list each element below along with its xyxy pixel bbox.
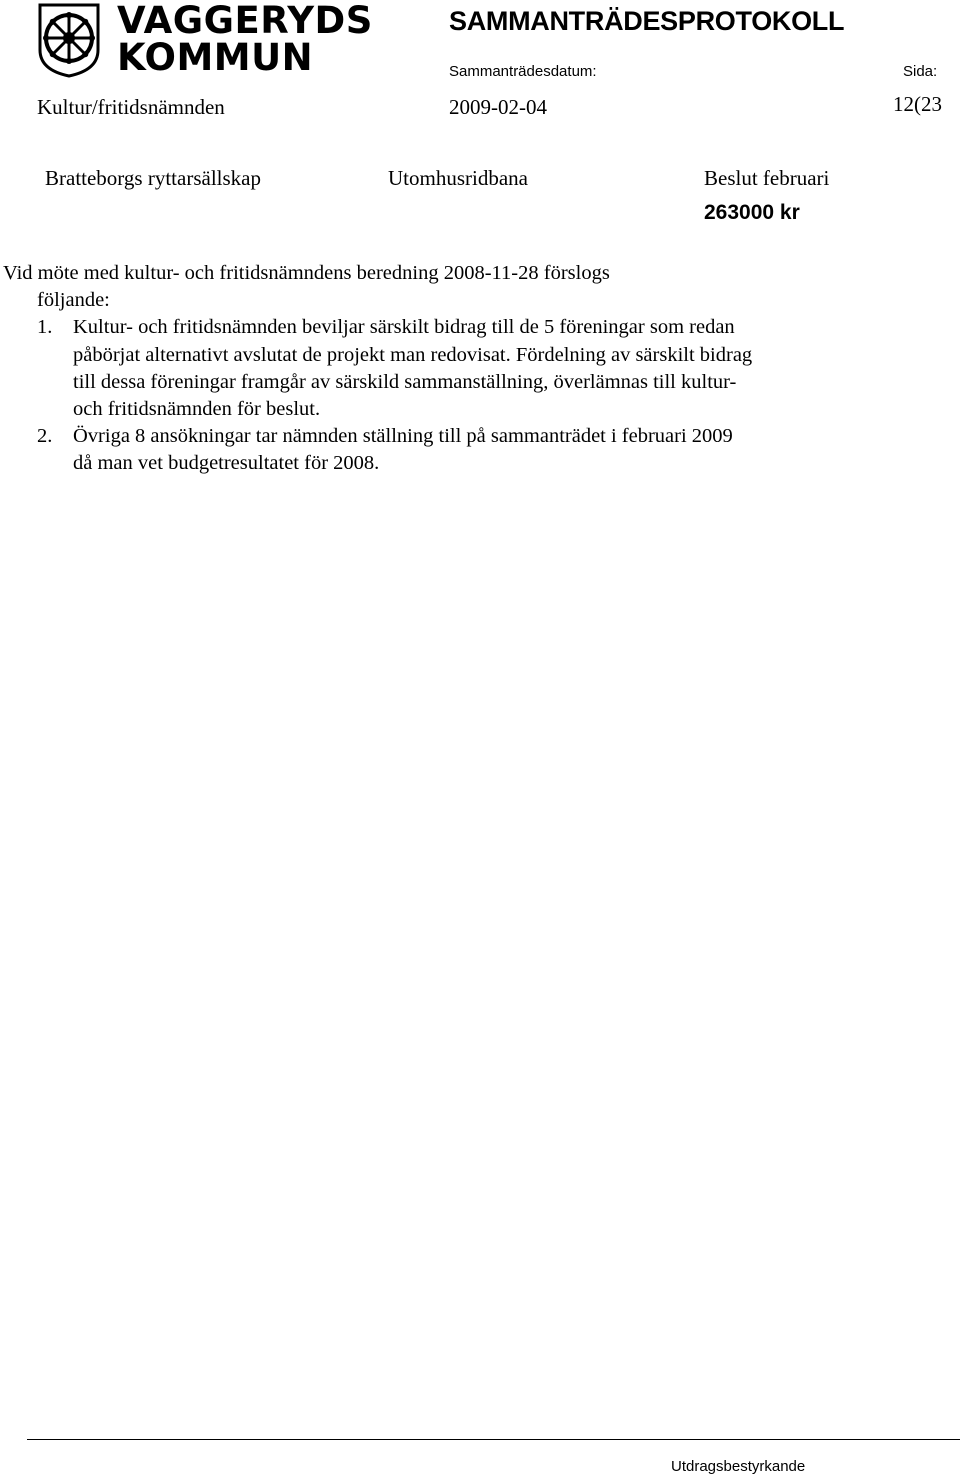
intro-continuation: följande: xyxy=(37,289,110,312)
footer-divider xyxy=(27,1439,960,1440)
wheel-emblem-icon xyxy=(37,2,101,78)
list-item xyxy=(0,314,753,423)
meeting-date: 2009-02-04 xyxy=(449,95,547,119)
intro-text: Vid möte med kultur- och fritidsnämndens beredning 2008-11-28 förslogs xyxy=(3,262,610,284)
list-item-text: Övriga 8 ansökningar tar nämnden ställning till på sammanträdet i februari 2009 då man vet budgetresultatet för 2008. xyxy=(73,425,733,475)
certification-label: Utdragsbestyrkande xyxy=(671,1458,806,1475)
logo-line1: VAGGERYDS xyxy=(117,0,373,42)
list-item-number: 1. xyxy=(37,316,53,339)
project-name: Utomhusridbana xyxy=(388,166,528,190)
page-number: 12(23 xyxy=(893,92,942,116)
decision-list xyxy=(0,314,960,477)
decision-body xyxy=(0,260,960,478)
grant-amount: 263000 kr xyxy=(704,201,800,224)
decision-label: Beslut februari xyxy=(704,166,830,190)
list-item xyxy=(0,423,753,477)
applicant-name: Bratteborgs ryttarsällskap xyxy=(45,166,261,190)
meeting-date-label: Sammanträdesdatum: xyxy=(449,63,597,80)
list-item-text: Kultur- och fritidsnämnden beviljar särskilt bidrag till de 5 föreningar som redan påbörjat alternativt avslutat de projekt man redovisat. Fördelning av särskilt bidrag till dessa föreningar framgår av särskild sammanställning, överlämnas till kultur- och fritidsnämnden för beslut. xyxy=(73,316,753,421)
page-label: Sida: xyxy=(903,63,938,80)
municipality-logo xyxy=(117,0,373,79)
document-title: SAMMANTRÄDESPROTOKOLL xyxy=(449,6,845,36)
committee-name: Kultur/fritidsnämnden xyxy=(37,95,225,119)
logo-line2: KOMMUN xyxy=(117,36,314,79)
list-item-number: 2. xyxy=(37,425,53,448)
